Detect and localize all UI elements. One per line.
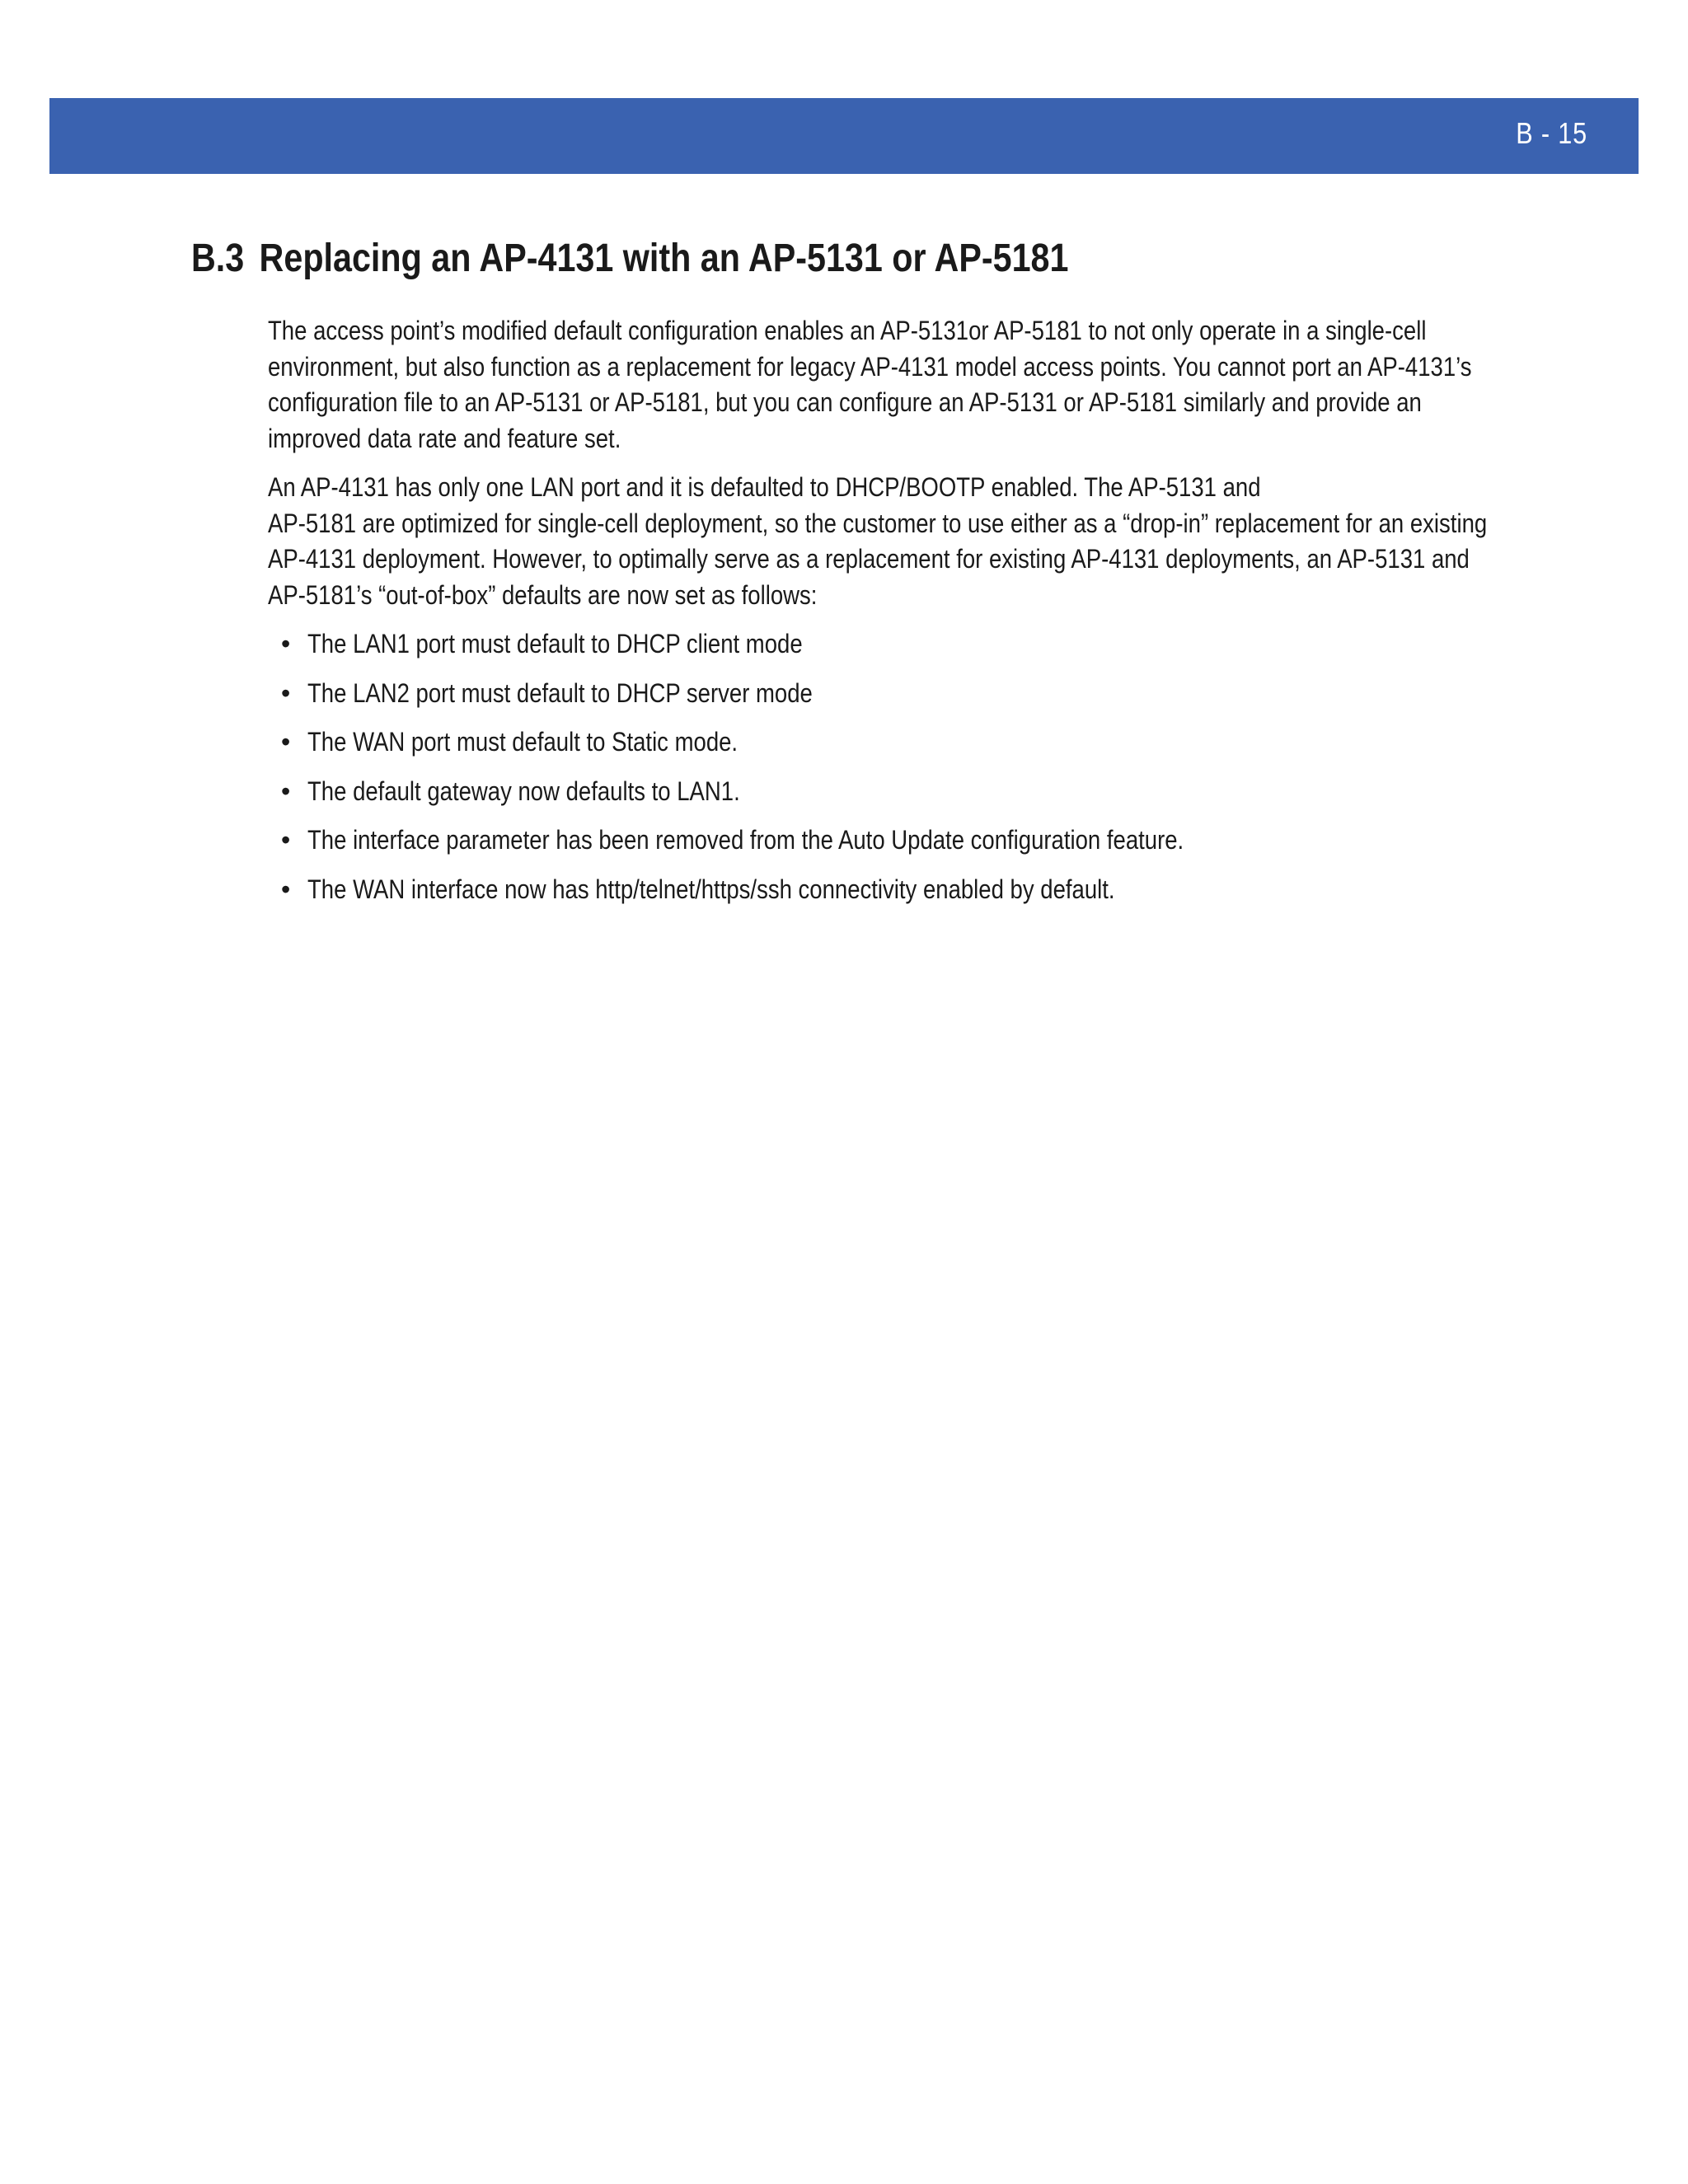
list-item: [268, 872, 1628, 908]
list-item: [268, 626, 1628, 663]
section-heading: [191, 236, 1439, 281]
page-number: B - 15: [1516, 116, 1587, 150]
paragraph-line: The access point’s modified default configuration enables an AP-5131or AP-5181 to not only operate in a single-cell: [268, 316, 1427, 345]
list-item-text: The LAN2 port must default to DHCP server mode: [307, 677, 813, 708]
section-title: Replacing an AP-4131 with an AP-5131 or AP-5181: [259, 237, 1069, 280]
list-item: [268, 676, 1628, 712]
paragraph-line: AP-5181’s “out-of-box” defaults are now set as follows:: [268, 579, 818, 610]
defaults-bullet-list: [268, 626, 1628, 907]
bullet-icon: •: [281, 727, 291, 757]
bullet-icon: •: [281, 677, 291, 708]
list-item-text: The default gateway now defaults to LAN1.: [307, 776, 740, 806]
list-item-text: The interface parameter has been removed from the Auto Update configuration feature.: [307, 825, 1184, 855]
paragraph-line: An AP-4131 has only one LAN port and it is defaulted to DHCP/BOOTP enabled. The AP-5131 and: [268, 472, 1261, 502]
section-number: B.3: [191, 237, 245, 280]
list-item: [268, 774, 1628, 810]
paragraph-line: configuration file to an AP-5131 or AP-5181, but you can configure an AP-5131 or AP-5181 similarly and provide an: [268, 387, 1422, 417]
body-content: [268, 313, 1628, 921]
list-item-text: The WAN port must default to Static mode.: [307, 727, 738, 757]
paragraph-line: AP-4131 deployment. However, to optimally serve as a replacement for existing AP-4131 deployments, an AP-5131 and: [268, 544, 1470, 574]
list-item-text: The LAN1 port must default to DHCP client mode: [307, 629, 803, 658]
bullet-icon: •: [281, 825, 291, 855]
bullet-icon: •: [281, 776, 291, 806]
paragraph-intro: [268, 313, 1628, 457]
list-item: [268, 823, 1628, 859]
paragraph-line: environment, but also function as a replacement for legacy AP-4131 model access points. You cannot port an AP-4131’s: [268, 351, 1472, 382]
paragraph-line: AP-5181 are optimized for single-cell deployment, so the customer to use either as a “drop-in” replacement for an existing: [268, 508, 1488, 538]
page-header-bar: [49, 98, 1639, 174]
list-item: [268, 724, 1628, 761]
paragraph-line: improved data rate and feature set.: [268, 423, 621, 453]
list-item-text: The WAN interface now has http/telnet/https/ssh connectivity enabled by default.: [307, 874, 1115, 904]
bullet-icon: •: [281, 629, 291, 658]
bullet-icon: •: [281, 874, 291, 904]
paragraph-defaults: [268, 470, 1628, 613]
